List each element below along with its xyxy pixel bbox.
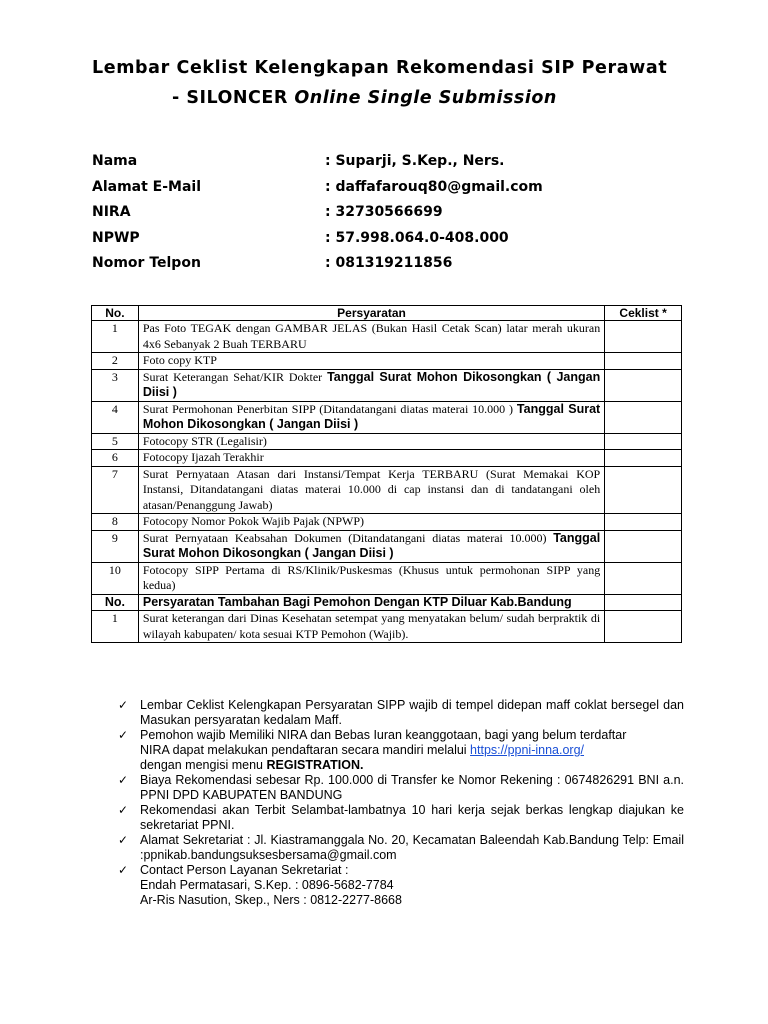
- table-row: [92, 562, 682, 594]
- additional-requirements-header: [92, 594, 682, 611]
- checkmark-icon: ✓: [118, 773, 129, 787]
- info-row-npwp: [92, 230, 652, 256]
- info-label: Nomor Telpon: [92, 255, 201, 271]
- table-row: [92, 369, 682, 401]
- row-number: 4: [92, 401, 139, 433]
- subtitle-prefix: - SILONCER: [172, 88, 295, 108]
- additional-header-no: No.: [92, 594, 139, 611]
- table-row: [92, 466, 682, 514]
- requirement-text: Foto copy KTP: [142, 353, 217, 367]
- requirement-note: Tanggal Surat Mohon Dikosongkan ( Jangan Diisi ): [142, 530, 601, 560]
- table-row: [92, 433, 682, 450]
- info-label: NPWP: [92, 229, 140, 246]
- checklist-cell[interactable]: [605, 450, 682, 467]
- checkmark-icon: ✓: [118, 833, 129, 847]
- additional-header-check: [605, 594, 682, 611]
- requirement-note: Tanggal Surat Mohon Dikosongkan ( Jangan Diisi ): [142, 369, 601, 399]
- list-item: [118, 728, 684, 773]
- info-row-email: [92, 179, 652, 205]
- table-header-row: [92, 306, 682, 321]
- row-requirement: [138, 321, 604, 353]
- checklist-cell[interactable]: [605, 433, 682, 450]
- requirement-text: Fotocopy STR (Legalisir): [142, 433, 267, 448]
- row-number: 3: [92, 369, 139, 401]
- note-text: Pemohon wajib Memiliki NIRA dan Bebas Iuran keanggotaan, bagi yang belum terdaftar: [140, 728, 627, 742]
- table-row: [92, 530, 682, 562]
- info-value: : daffafarouq80@gmail.com: [325, 178, 543, 195]
- checklist-cell[interactable]: [605, 369, 682, 401]
- requirement-note: Tanggal Surat Mohon Dikosongkan ( Jangan Diisi ): [142, 401, 601, 431]
- note-text: Lembar Ceklist Kelengkapan Persyaratan SIPP wajib di tempel didepan maff coklat bersegel dan Masukan persyaratan kedalam Maff.: [140, 698, 684, 727]
- header-requirement: Persyaratan: [138, 306, 604, 321]
- note-text-line: [140, 758, 684, 773]
- row-number: 7: [92, 466, 139, 514]
- info-row-nira: [92, 204, 652, 230]
- row-requirement: [138, 514, 604, 531]
- note-text: dengan mengisi menu: [140, 758, 267, 772]
- table-row: [92, 514, 682, 531]
- row-number: 10: [92, 562, 139, 594]
- checkmark-icon: ✓: [118, 863, 129, 877]
- document-subtitle: [172, 88, 557, 108]
- header-no: No.: [92, 306, 139, 321]
- requirement-text: Surat Keterangan Sehat/KIR Dokter: [142, 369, 328, 384]
- list-item: [118, 773, 684, 803]
- note-text: NIRA dapat melakukan pendaftaran secara mandiri melalui: [140, 743, 471, 757]
- requirement-text: Fotocopy Nomor Pokok Wajib Pajak (NPWP): [142, 514, 364, 528]
- requirement-text: Surat Permohonan Penerbitan SIPP (Ditandatangani diatas materai 10.000 ): [142, 401, 517, 416]
- table-row: [92, 321, 682, 353]
- table-row: [92, 611, 682, 643]
- document-title: Lembar Ceklist Kelengkapan Rekomendasi SIP Perawat: [92, 58, 668, 78]
- table-row: [92, 353, 682, 370]
- registration-link[interactable]: https://ppni-inna.org/: [470, 743, 585, 757]
- row-requirement: [138, 611, 604, 643]
- note-text: Biaya Rekomendasi sebesar Rp. 100.000 di Transfer ke Nomor Rekening : 0674826291 BNI a.n. PPNI DPD KABUPATEN BANDUNG: [140, 773, 684, 802]
- checkmark-icon: ✓: [118, 803, 129, 817]
- notes-list: [118, 698, 684, 908]
- list-item: [118, 833, 684, 863]
- row-requirement: [138, 369, 604, 401]
- requirement-text: Surat Pernyataan Atasan dari Instansi/Tempat Kerja TERBARU (Surat Memakai KOP Instansi, Ditandatangani diatas materai 10.000 di cap instansi dan di tandatangani oleh atasan/Penanggung Jawab): [142, 466, 601, 512]
- checklist-cell[interactable]: [605, 321, 682, 353]
- header-checklist: Ceklist *: [605, 306, 682, 321]
- info-value: : Suparji, S.Kep., Ners.: [325, 153, 505, 169]
- row-number: 9: [92, 530, 139, 562]
- requirement-text: Fotocopy SIPP Pertama di RS/Klinik/Puskesmas (Khusus untuk permohonan SIPP yang kedua): [142, 562, 601, 592]
- list-item: [118, 863, 684, 908]
- table-row: [92, 450, 682, 467]
- requirement-text: Fotocopy Ijazah Terakhir: [142, 450, 264, 464]
- checklist-cell[interactable]: [605, 401, 682, 433]
- checklist-cell[interactable]: [605, 562, 682, 594]
- row-requirement: [138, 530, 604, 562]
- row-requirement: [138, 562, 604, 594]
- info-label: Alamat E-Mail: [92, 178, 202, 195]
- row-number: 2: [92, 353, 139, 370]
- info-value: : 57.998.064.0-408.000: [325, 229, 509, 246]
- checklist-cell[interactable]: [605, 611, 682, 643]
- contact-person: Ar-Ris Nasution, Skep., Ners : 0812-2277-8668: [140, 893, 402, 907]
- info-label: Nama: [92, 153, 138, 169]
- info-value: : 32730566699: [325, 204, 443, 220]
- requirement-text: Surat Pernyataan Keabsahan Dokumen (Ditandatangani diatas materai 10.000): [142, 530, 554, 545]
- note-text: Rekomendasi akan Terbit Selambat-lambatnya 10 hari kerja sejak berkas lengkap diajukan ke sekretariat PPNI.: [140, 803, 684, 832]
- info-row-telpon: [92, 255, 652, 281]
- row-number: 5: [92, 433, 139, 450]
- subtitle-italic: Online Single Submission: [294, 88, 557, 108]
- checkmark-icon: ✓: [118, 698, 129, 712]
- row-requirement: [138, 450, 604, 467]
- table-row: [92, 401, 682, 433]
- note-text: Alamat Sekretariat : Jl. Kiastramanggala No. 20, Kecamatan Baleendah Kab.Bandung Telp: Email :ppnikab.bandungsuksesbersama@gmail.com: [140, 833, 684, 862]
- row-number: 8: [92, 514, 139, 531]
- row-requirement: [138, 353, 604, 370]
- applicant-info: [92, 153, 652, 281]
- contact-person: Endah Permatasari, S.Kep. : 0896-5682-7784: [140, 878, 394, 892]
- checkmark-icon: ✓: [118, 728, 129, 742]
- note-text-line: [140, 743, 684, 758]
- requirement-text: Surat keterangan dari Dinas Kesehatan setempat yang menyatakan belum/ sudah berpraktik di wilayah kabupaten/ kota sesuai KTP Pemohon (Wajib).: [142, 611, 601, 641]
- row-number: 1: [92, 321, 139, 353]
- checklist-cell[interactable]: [605, 530, 682, 562]
- list-item: [118, 698, 684, 728]
- info-label: NIRA: [92, 204, 131, 220]
- checklist-cell[interactable]: [605, 353, 682, 370]
- registration-menu-label: REGISTRATION.: [266, 758, 364, 772]
- info-row-nama: [92, 153, 652, 179]
- row-requirement: [138, 466, 604, 514]
- row-requirement: [138, 433, 604, 450]
- checklist-cell[interactable]: [605, 514, 682, 531]
- info-value: : 081319211856: [325, 255, 453, 271]
- requirement-text: Pas Foto TEGAK dengan GAMBAR JELAS (Bukan Hasil Cetak Scan) latar merah ukuran 4x6 Sebanyak 2 Buah TERBARU: [142, 321, 601, 351]
- row-number: 6: [92, 450, 139, 467]
- additional-header-text: Persyaratan Tambahan Bagi Pemohon Dengan KTP Diluar Kab.Bandung: [138, 594, 604, 611]
- requirements-table: [91, 305, 682, 643]
- note-text: Contact Person Layanan Sekretariat :: [140, 863, 349, 877]
- list-item: [118, 803, 684, 833]
- row-requirement: [138, 401, 604, 433]
- row-number: 1: [92, 611, 139, 643]
- checklist-cell[interactable]: [605, 466, 682, 514]
